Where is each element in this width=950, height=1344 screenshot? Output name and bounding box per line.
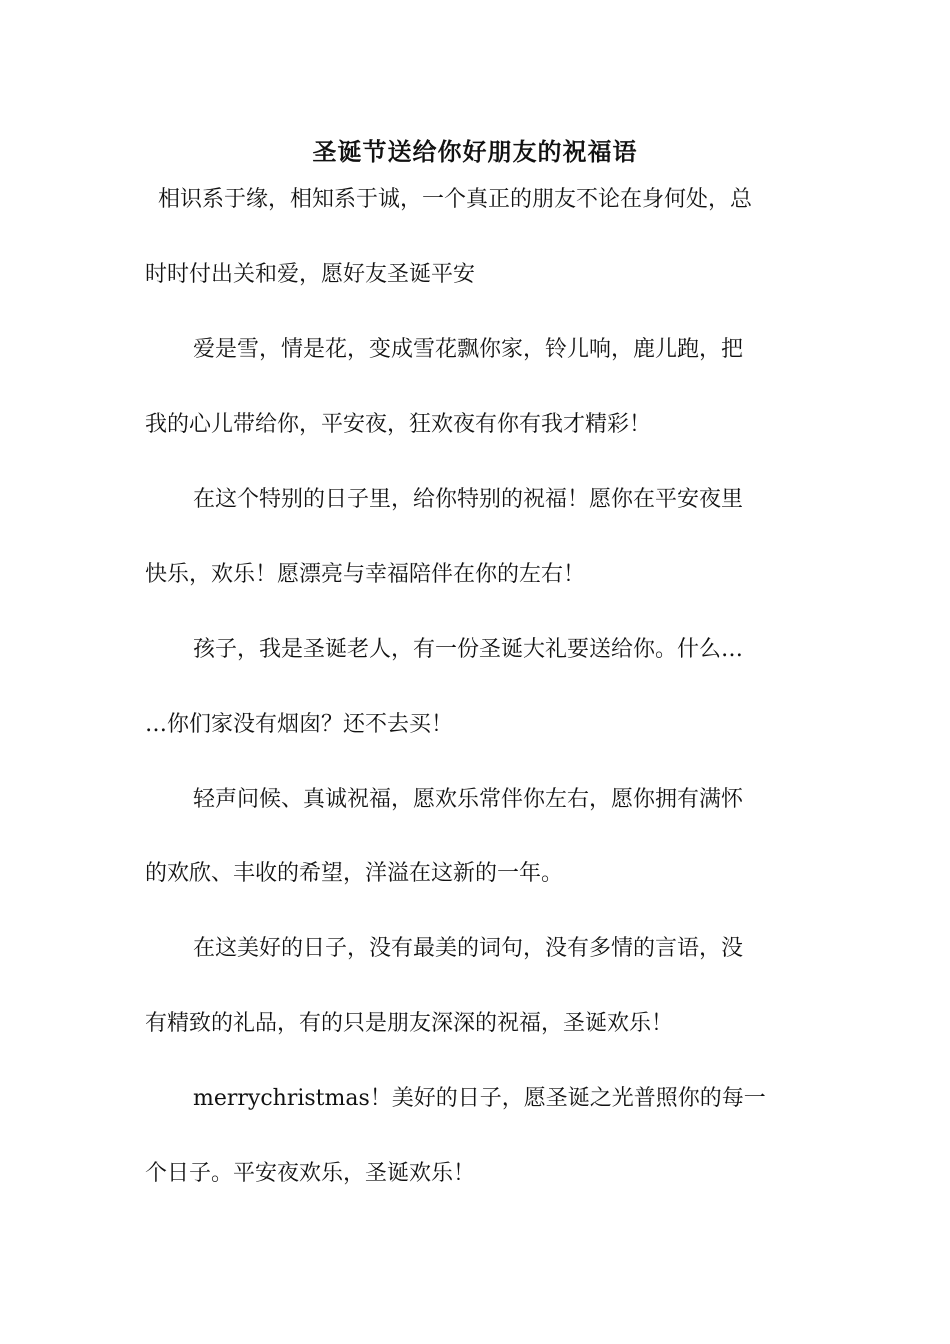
paragraph-2-line-1: 爱是雪，情是花，变成雪花飘你家，铃儿响，鹿儿跑，把 xyxy=(193,337,744,362)
paragraph-3-line-2: 快乐，欢乐！愿漂亮与幸福陪伴在你的左右！ xyxy=(145,562,586,587)
paragraph-5-line-2: 的欢欣、丰收的希望，洋溢在这新的一年。 xyxy=(145,861,564,886)
paragraph-5-line-1: 轻声问候、真诚祝福，愿欢乐常伴你左右，愿你拥有满怀 xyxy=(193,787,744,812)
paragraph-4-line-2: …你们家没有烟囱？还不去买！ xyxy=(145,712,454,737)
paragraph-2-line-2: 我的心儿带给你，平安夜，狂欢夜有你有我才精彩！ xyxy=(145,412,652,437)
paragraph-1-line-1: 相识系于缘，相知系于诚，一个真正的朋友不论在身何处，总 xyxy=(158,187,753,212)
paragraph-6-line-2: 有精致的礼品，有的只是朋友深深的祝福，圣诞欢乐！ xyxy=(145,1011,674,1036)
paragraph-7-line-1: merrychristmas！美好的日子，愿圣诞之光普照你的每一 xyxy=(193,1086,766,1111)
document-title: 圣诞节送给你好朋友的祝福语 xyxy=(312,137,638,166)
paragraph-1-line-2: 时时付出关和爱，愿好友圣诞平安 xyxy=(145,262,476,287)
paragraph-7-line-2: 个日子。平安夜欢乐，圣诞欢乐！ xyxy=(145,1161,476,1186)
paragraph-6-line-1: 在这美好的日子，没有最美的词句，没有多情的言语，没 xyxy=(193,936,744,961)
paragraph-3-line-1: 在这个特别的日子里，给你特别的祝福！愿你在平安夜里 xyxy=(193,487,744,512)
paragraph-4-line-1: 孩子，我是圣诞老人，有一份圣诞大礼要送给你。什么… xyxy=(193,637,744,662)
